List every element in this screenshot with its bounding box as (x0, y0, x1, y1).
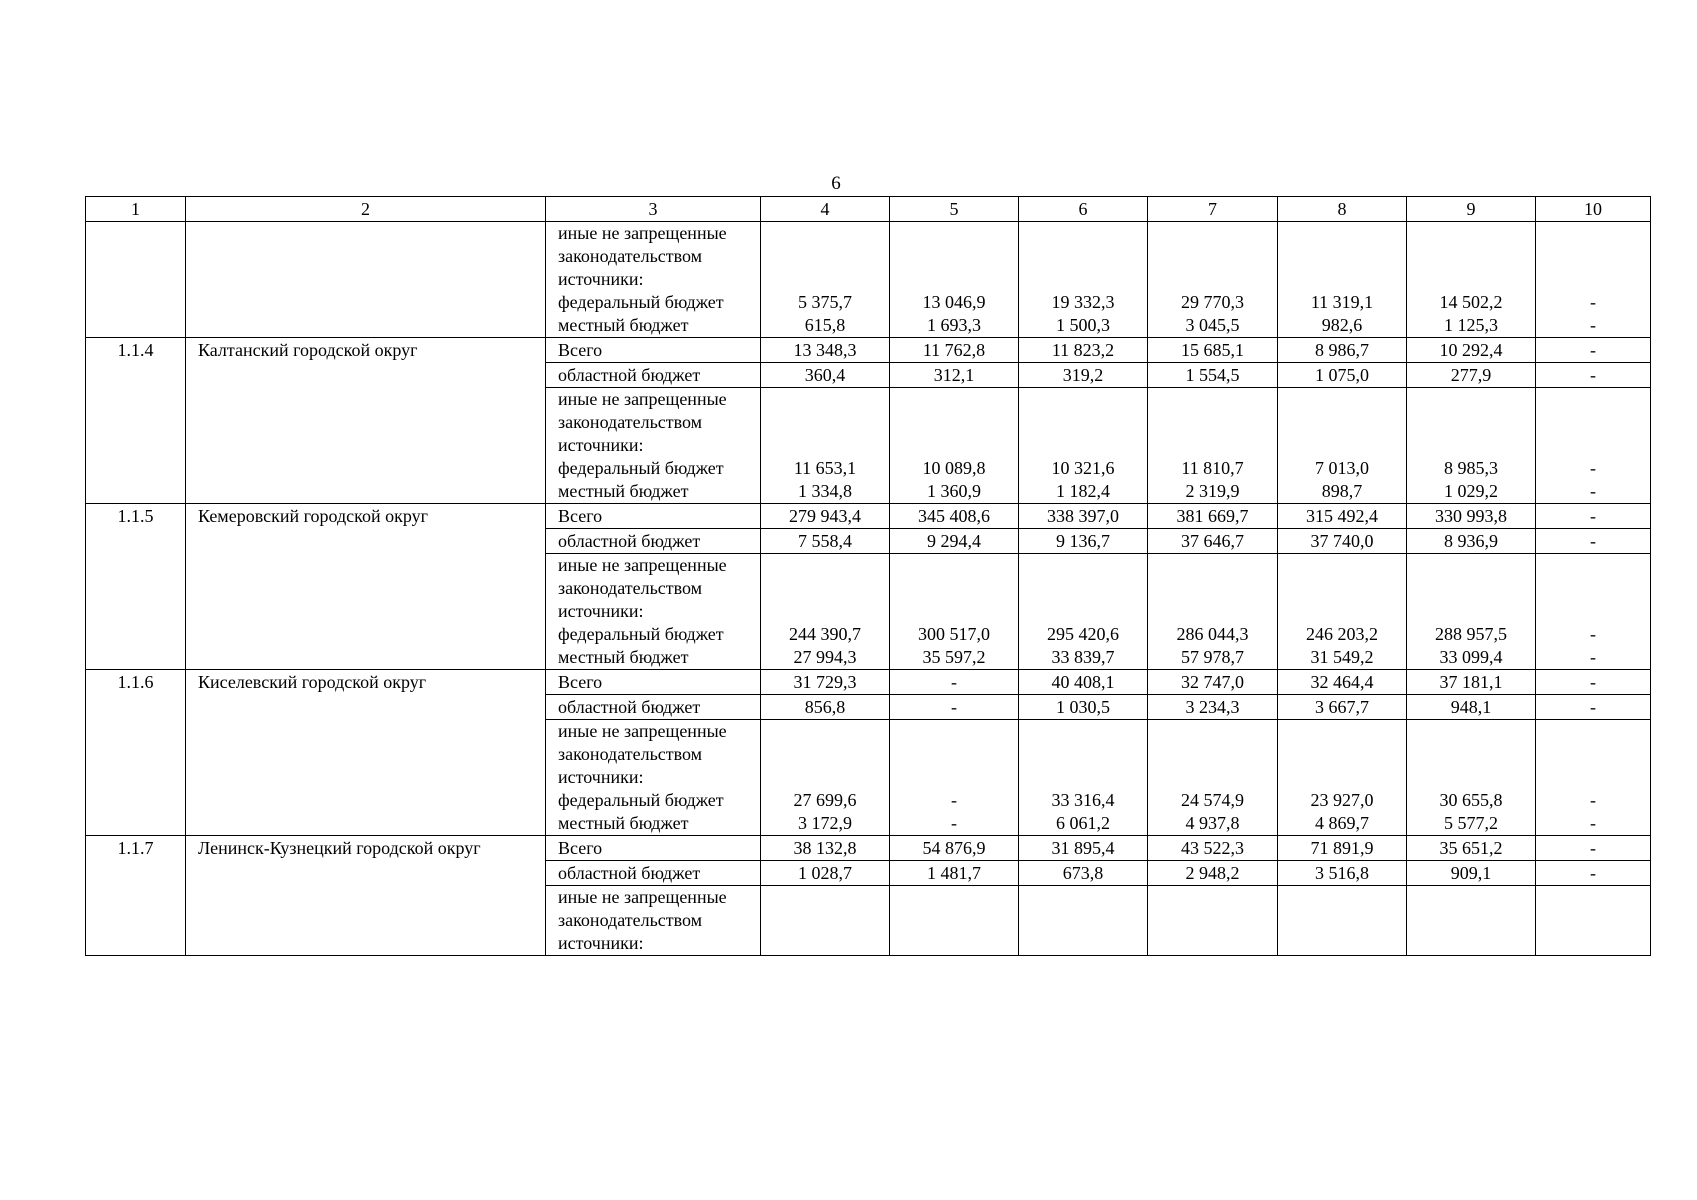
spacer (1536, 554, 1650, 577)
total-value: 381 669,7 (1148, 504, 1278, 529)
column-header: 6 (1019, 197, 1148, 222)
value-cell (1407, 222, 1536, 338)
other-sources-label: источники: (558, 269, 644, 289)
value-cell (1536, 720, 1651, 836)
value-cell (1019, 720, 1148, 836)
other-sources-label: законодательством (558, 744, 703, 764)
spacer (1407, 577, 1535, 600)
value-cell (890, 222, 1019, 338)
oblast-value: 1 030,5 (1019, 695, 1148, 720)
table-row (86, 836, 1651, 861)
value-cell (890, 720, 1019, 836)
spacer (761, 222, 889, 245)
total-value: 10 292,4 (1407, 338, 1536, 363)
spacer (1278, 388, 1406, 411)
spacer (1407, 388, 1535, 411)
total-value: 54 876,9 (890, 836, 1019, 861)
spacer (1407, 554, 1535, 577)
value-cell (1278, 886, 1407, 956)
spacer (1019, 434, 1147, 457)
total-value: 279 943,4 (761, 504, 890, 529)
column-header: 9 (1407, 197, 1536, 222)
federal-value: 24 574,9 (1181, 790, 1244, 810)
spacer (1536, 766, 1650, 789)
other-sources-label: законодательством (558, 412, 703, 432)
spacer (1278, 600, 1406, 623)
source-cell (546, 222, 761, 338)
spacer (1278, 720, 1406, 743)
table-row (86, 504, 1651, 529)
value-cell (1278, 554, 1407, 670)
spacer (890, 411, 1018, 434)
spacer (1536, 411, 1650, 434)
column-header: 2 (186, 197, 546, 222)
spacer (761, 743, 889, 766)
table-row (86, 338, 1651, 363)
local-value: 1 360,9 (927, 481, 981, 501)
column-header: 5 (890, 197, 1019, 222)
spacer (890, 268, 1018, 291)
oblast-value: 3 667,7 (1278, 695, 1407, 720)
total-value: 31 729,3 (761, 670, 890, 695)
page-number: 6 (831, 173, 841, 194)
other-sources-label: источники: (558, 601, 644, 621)
federal-value: 30 655,8 (1439, 790, 1503, 810)
spacer (1407, 268, 1535, 291)
value-cell (761, 720, 890, 836)
spacer (1019, 600, 1147, 623)
spacer (1407, 743, 1535, 766)
spacer (1407, 600, 1535, 623)
value-cell (1407, 388, 1536, 504)
federal-value: 5 375,7 (798, 292, 852, 312)
total-value: - (1536, 338, 1651, 363)
value-cell (1148, 554, 1278, 670)
federal-value: 288 957,5 (1435, 624, 1507, 644)
other-sources-label: законодательством (558, 246, 703, 266)
value-cell (1019, 222, 1148, 338)
federal-value: - (1590, 292, 1596, 312)
spacer (1278, 411, 1406, 434)
column-header: 7 (1148, 197, 1278, 222)
value-cell (1407, 554, 1536, 670)
local-value: 615,8 (804, 315, 846, 335)
federal-value: 300 517,0 (918, 624, 990, 644)
oblast-value: 37 740,0 (1278, 529, 1407, 554)
spacer (1019, 222, 1147, 245)
federal-value: 33 316,4 (1051, 790, 1115, 810)
oblast-label: областной бюджет (546, 695, 761, 720)
spacer (761, 411, 889, 434)
spacer (761, 766, 889, 789)
value-cell (1536, 886, 1651, 956)
spacer (1278, 766, 1406, 789)
total-label: Всего (546, 338, 761, 363)
local-value: 35 597,2 (922, 647, 986, 667)
row-code: 1.1.5 (86, 504, 186, 670)
total-value: 71 891,9 (1278, 836, 1407, 861)
spacer (1148, 743, 1277, 766)
spacer (1148, 388, 1277, 411)
spacer (761, 720, 889, 743)
spacer (1148, 600, 1277, 623)
spacer (1148, 434, 1277, 457)
local-value: 1 500,3 (1056, 315, 1110, 335)
oblast-value: - (890, 695, 1019, 720)
other-sources-label: иные не запрещенные (558, 887, 727, 907)
federal-label: федеральный бюджет (558, 292, 724, 312)
local-value: - (1590, 647, 1596, 667)
total-value: 32 747,0 (1148, 670, 1278, 695)
spacer (890, 720, 1018, 743)
total-value: 8 986,7 (1278, 338, 1407, 363)
oblast-value: 8 936,9 (1407, 529, 1536, 554)
local-value: 3 045,5 (1185, 315, 1240, 335)
federal-label: федеральный бюджет (558, 790, 724, 810)
value-cell (1278, 388, 1407, 504)
federal-value: 23 927,0 (1310, 790, 1374, 810)
oblast-value: - (1536, 363, 1651, 388)
total-value: 11 823,2 (1019, 338, 1148, 363)
local-value: 1 693,3 (927, 315, 981, 335)
spacer (1019, 268, 1147, 291)
local-value: - (1590, 315, 1596, 335)
spacer (1536, 743, 1650, 766)
local-value: 1 029,2 (1444, 481, 1498, 501)
federal-value: 10 321,6 (1051, 458, 1115, 478)
spacer (1148, 766, 1277, 789)
federal-value: 13 046,9 (922, 292, 986, 312)
value-cell (761, 388, 890, 504)
oblast-value: - (1536, 529, 1651, 554)
oblast-value: 856,8 (761, 695, 890, 720)
empty-cell (186, 222, 546, 338)
local-value: 6 061,2 (1056, 813, 1110, 833)
local-value: 33 099,4 (1439, 647, 1503, 667)
spacer (1536, 600, 1650, 623)
other-sources-label: источники: (558, 933, 644, 953)
total-label: Всего (546, 504, 761, 529)
spacer (1019, 577, 1147, 600)
federal-value: 10 089,8 (922, 458, 986, 478)
spacer (1536, 268, 1650, 291)
local-value: 1 182,4 (1056, 481, 1110, 501)
municipality-name: Ленинск-Кузнецкий городской округ (186, 836, 546, 956)
oblast-value: 319,2 (1019, 363, 1148, 388)
other-sources-label: законодательством (558, 910, 703, 930)
spacer (890, 577, 1018, 600)
spacer (1278, 222, 1406, 245)
value-cell (1148, 222, 1278, 338)
local-value: - (1590, 813, 1596, 833)
federal-value: 246 203,2 (1306, 624, 1378, 644)
oblast-value: 360,4 (761, 363, 890, 388)
federal-value: 11 319,1 (1310, 292, 1374, 312)
spacer (1148, 245, 1277, 268)
oblast-value: 1 075,0 (1278, 363, 1407, 388)
oblast-value: 277,9 (1407, 363, 1536, 388)
value-cell (1019, 554, 1148, 670)
oblast-value: 673,8 (1019, 861, 1148, 886)
spacer (1148, 411, 1277, 434)
total-value: - (1536, 504, 1651, 529)
spacer (1536, 720, 1650, 743)
value-cell (1278, 222, 1407, 338)
other-sources-label: иные не запрещенные (558, 555, 727, 575)
oblast-value: 3 516,8 (1278, 861, 1407, 886)
value-cell (1536, 222, 1651, 338)
spacer (1019, 720, 1147, 743)
oblast-value: 2 948,2 (1148, 861, 1278, 886)
spacer (1148, 720, 1277, 743)
value-cell (1536, 388, 1651, 504)
spacer (1407, 434, 1535, 457)
spacer (890, 766, 1018, 789)
total-value: 37 181,1 (1407, 670, 1536, 695)
source-cell (546, 720, 761, 836)
spacer (1278, 268, 1406, 291)
spacer (890, 222, 1018, 245)
local-value: 4 937,8 (1185, 813, 1240, 833)
spacer (890, 245, 1018, 268)
spacer (761, 600, 889, 623)
budget-table (85, 196, 1651, 956)
oblast-value: 3 234,3 (1148, 695, 1278, 720)
spacer (1278, 434, 1406, 457)
federal-value: 27 699,6 (793, 790, 857, 810)
local-value: 27 994,3 (793, 647, 857, 667)
spacer (1278, 245, 1406, 268)
municipality-name: Киселевский городской округ (186, 670, 546, 836)
value-cell (1407, 886, 1536, 956)
other-sources-label: иные не запрещенные (558, 721, 727, 741)
federal-value: 286 044,3 (1176, 624, 1249, 644)
other-sources-label: источники: (558, 767, 644, 787)
spacer (890, 388, 1018, 411)
source-cell (546, 886, 761, 956)
other-sources-label: иные не запрещенные (558, 223, 727, 243)
oblast-value: 9 294,4 (890, 529, 1019, 554)
value-cell (1019, 388, 1148, 504)
federal-value: - (1590, 624, 1596, 644)
oblast-value: - (1536, 861, 1651, 886)
value-cell (1536, 554, 1651, 670)
federal-value: 244 390,7 (789, 624, 861, 644)
table-row (86, 670, 1651, 695)
value-cell (1278, 720, 1407, 836)
total-value: 330 993,8 (1407, 504, 1536, 529)
total-value: 345 408,6 (890, 504, 1019, 529)
federal-value: 11 653,1 (793, 458, 857, 478)
oblast-label: областной бюджет (546, 861, 761, 886)
local-value: - (951, 813, 957, 833)
federal-value: 8 985,3 (1444, 458, 1498, 478)
total-value: - (1536, 836, 1651, 861)
total-value: 31 895,4 (1019, 836, 1148, 861)
row-code: 1.1.4 (86, 338, 186, 504)
other-sources-label: иные не запрещенные (558, 389, 727, 409)
oblast-value: 312,1 (890, 363, 1019, 388)
oblast-value: 1 554,5 (1148, 363, 1278, 388)
oblast-value: 948,1 (1407, 695, 1536, 720)
spacer (890, 554, 1018, 577)
row-code: 1.1.7 (86, 836, 186, 956)
federal-value: - (1590, 458, 1596, 478)
spacer (890, 743, 1018, 766)
spacer (1019, 245, 1147, 268)
total-value: - (1536, 670, 1651, 695)
local-value: 1 334,8 (798, 481, 852, 501)
total-value: 38 132,8 (761, 836, 890, 861)
oblast-value: 37 646,7 (1148, 529, 1278, 554)
column-header: 8 (1278, 197, 1407, 222)
value-cell (1148, 720, 1278, 836)
federal-value: 7 013,0 (1315, 458, 1369, 478)
source-cell (546, 388, 761, 504)
source-cell (546, 554, 761, 670)
value-cell (890, 886, 1019, 956)
spacer (1407, 222, 1535, 245)
spacer (761, 388, 889, 411)
oblast-value: - (1536, 695, 1651, 720)
column-number-row (86, 197, 1651, 222)
oblast-value: 909,1 (1407, 861, 1536, 886)
spacer (1148, 554, 1277, 577)
value-cell (1019, 886, 1148, 956)
municipality-name: Калтанский городской округ (186, 338, 546, 504)
federal-value: - (1590, 790, 1596, 810)
total-value: 32 464,4 (1278, 670, 1407, 695)
spacer (1407, 766, 1535, 789)
local-label: местный бюджет (558, 315, 689, 335)
spacer (1019, 388, 1147, 411)
value-cell (1407, 720, 1536, 836)
oblast-value: 9 136,7 (1019, 529, 1148, 554)
local-value: 1 125,3 (1444, 315, 1498, 335)
total-value: 15 685,1 (1148, 338, 1278, 363)
total-value: 35 651,2 (1407, 836, 1536, 861)
spacer (1407, 411, 1535, 434)
value-cell (761, 222, 890, 338)
spacer (1278, 577, 1406, 600)
total-value: 338 397,0 (1019, 504, 1148, 529)
row-code: 1.1.6 (86, 670, 186, 836)
table-row (86, 222, 1651, 338)
spacer (1019, 766, 1147, 789)
spacer (761, 245, 889, 268)
column-header: 1 (86, 197, 186, 222)
value-cell (890, 554, 1019, 670)
oblast-label: областной бюджет (546, 363, 761, 388)
value-cell (1148, 886, 1278, 956)
column-header: 10 (1536, 197, 1651, 222)
other-sources-label: законодательством (558, 578, 703, 598)
total-value: 13 348,3 (761, 338, 890, 363)
total-value: 315 492,4 (1278, 504, 1407, 529)
spacer (1536, 388, 1650, 411)
total-label: Всего (546, 670, 761, 695)
total-value: 43 522,3 (1148, 836, 1278, 861)
oblast-value: 7 558,4 (761, 529, 890, 554)
spacer (1278, 554, 1406, 577)
local-label: местный бюджет (558, 647, 689, 667)
empty-cell (86, 222, 186, 338)
oblast-value: 1 481,7 (890, 861, 1019, 886)
total-label: Всего (546, 836, 761, 861)
spacer (761, 434, 889, 457)
spacer (1148, 577, 1277, 600)
spacer (890, 600, 1018, 623)
oblast-label: областной бюджет (546, 529, 761, 554)
local-value: 5 577,2 (1444, 813, 1498, 833)
spacer (890, 434, 1018, 457)
spacer (1407, 720, 1535, 743)
federal-value: 29 770,3 (1181, 292, 1244, 312)
total-value: 11 762,8 (890, 338, 1019, 363)
federal-value: 11 810,7 (1181, 458, 1244, 478)
local-label: местный бюджет (558, 481, 689, 501)
spacer (1536, 222, 1650, 245)
spacer (1536, 577, 1650, 600)
spacer (1019, 743, 1147, 766)
local-value: 4 869,7 (1315, 813, 1369, 833)
federal-value: - (951, 790, 957, 810)
local-value: 898,7 (1321, 481, 1363, 501)
federal-label: федеральный бюджет (558, 458, 724, 478)
spacer (1148, 222, 1277, 245)
spacer (1536, 245, 1650, 268)
spacer (761, 268, 889, 291)
oblast-value: 1 028,7 (761, 861, 890, 886)
municipality-name: Кемеровский городской округ (186, 504, 546, 670)
column-header: 3 (546, 197, 761, 222)
federal-value: 19 332,3 (1051, 292, 1115, 312)
federal-value: 14 502,2 (1439, 292, 1503, 312)
spacer (1019, 411, 1147, 434)
local-label: местный бюджет (558, 813, 689, 833)
value-cell (761, 886, 890, 956)
spacer (761, 554, 889, 577)
spacer (1019, 554, 1147, 577)
spacer (761, 577, 889, 600)
total-value: - (890, 670, 1019, 695)
other-sources-label: источники: (558, 435, 644, 455)
federal-label: федеральный бюджет (558, 624, 724, 644)
column-header: 4 (761, 197, 890, 222)
local-value: 982,6 (1321, 315, 1363, 335)
local-value: 3 172,9 (798, 813, 852, 833)
federal-value: 295 420,6 (1047, 624, 1119, 644)
spacer (1536, 434, 1650, 457)
spacer (1407, 245, 1535, 268)
spacer (1278, 743, 1406, 766)
local-value: 57 978,7 (1181, 647, 1244, 667)
value-cell (1148, 388, 1278, 504)
local-value: 33 839,7 (1051, 647, 1115, 667)
total-value: 40 408,1 (1019, 670, 1148, 695)
value-cell (761, 554, 890, 670)
spacer (1148, 268, 1277, 291)
local-value: 31 549,2 (1310, 647, 1374, 667)
local-value: - (1590, 481, 1596, 501)
local-value: 2 319,9 (1185, 481, 1240, 501)
value-cell (890, 388, 1019, 504)
